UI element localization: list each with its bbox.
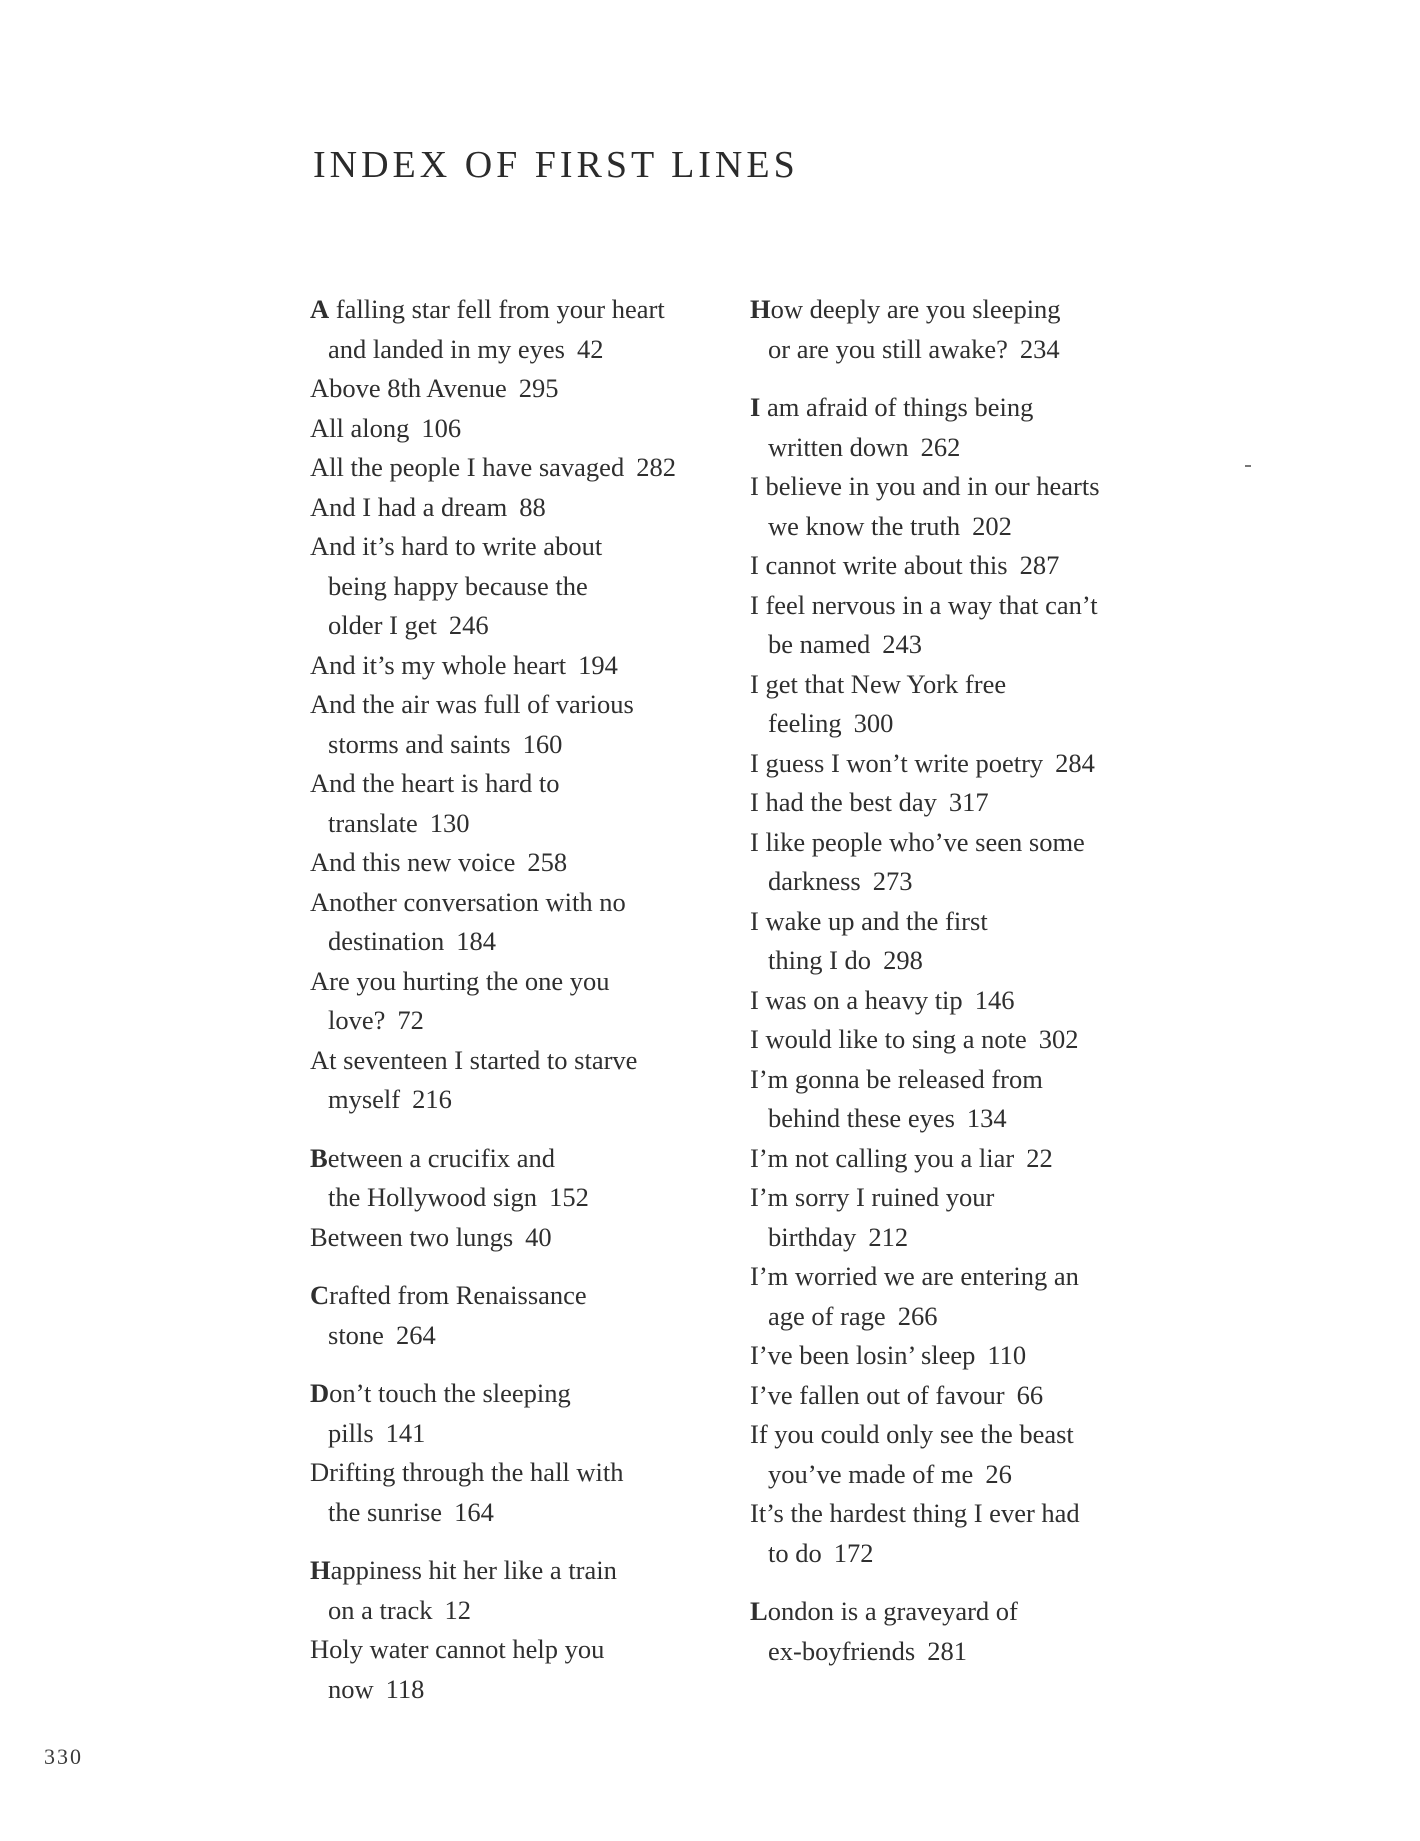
entry-page-number: 22 [1026,1142,1053,1173]
entry-text: And it’s hard to write about [310,531,603,561]
entry-text: feeling [768,708,842,738]
first-line-text [310,1630,750,1670]
entry-text: I’ve been losin’ sleep [750,1340,976,1370]
entry-text: appiness hit her like a train [330,1555,617,1585]
index-column-right [750,290,1190,1690]
first-line-continuation [750,1632,1190,1672]
first-line-text [750,1376,1190,1416]
first-line-continuation [310,330,750,370]
first-line-text [750,665,1190,705]
entry-text: older I get [328,610,437,640]
first-line-text [310,527,750,567]
entry-text: on a track [328,1594,433,1625]
first-line-text [310,1139,750,1179]
index-entry [310,448,750,488]
first-line-text [750,1020,1190,1060]
index-entry [750,1257,1190,1336]
entry-text: love? [328,1005,386,1035]
first-line-text [750,744,1190,784]
entry-text: etween a crucifix and [327,1142,556,1173]
entry-text: now [328,1673,374,1704]
entry-text: And this new voice [310,847,516,877]
entry-text: ow deeply are you sleeping [770,294,1061,324]
first-line-text [310,1276,750,1316]
entry-text: I like people who’ve seen some [750,826,1085,857]
entry-page-number: 202 [972,510,1012,541]
section-initial: A [310,294,330,324]
entry-text: If you could only see the beast [750,1419,1074,1449]
index-letter-group [750,388,1190,1573]
index-entry [310,290,750,369]
index-entry [310,369,750,409]
index-entry [750,546,1190,586]
section-initial: D [310,1378,330,1408]
entry-text: And it’s my whole heart [310,649,567,680]
section-initial: L [750,1596,768,1626]
entry-text: pills [328,1417,374,1448]
index-entry [310,488,750,528]
entry-page-number: 172 [833,1537,874,1568]
first-line-continuation [310,1414,750,1454]
index-letter-group [750,1592,1190,1671]
entry-page-number: 281 [927,1635,967,1666]
index-entry [310,764,750,843]
first-line-continuation [310,1178,750,1218]
first-line-text [310,409,750,449]
entry-page-number: 118 [385,1673,425,1704]
index-entry [750,1494,1190,1573]
first-line-text [310,1551,750,1591]
first-line-continuation [750,625,1190,665]
entry-text: translate [328,807,418,838]
index-entry [310,1139,750,1218]
entry-text: All the people I have savaged [310,452,625,482]
page-number: 330 [44,1744,83,1769]
first-line-text [750,1592,1190,1632]
entry-page-number: 258 [527,847,568,877]
entry-page-number: 164 [454,1496,494,1527]
entry-text: And the heart is hard to [310,768,560,798]
first-line-continuation [310,1591,750,1631]
first-line-continuation [310,922,750,962]
entry-text: darkness [768,866,861,896]
index-entry [750,823,1190,902]
section-initial: C [310,1280,330,1310]
first-line-continuation [750,704,1190,744]
index-entry [750,981,1190,1021]
index-entry [750,783,1190,823]
entry-page-number: 194 [578,649,618,680]
first-line-text [750,1139,1190,1179]
section-initial: I [750,392,761,422]
first-line-continuation [310,1080,750,1120]
first-line-text [750,467,1190,507]
entry-text: birthday [768,1221,857,1252]
first-line-continuation [310,1493,750,1533]
index-entry [750,1020,1190,1060]
index-letter-group [310,290,750,1120]
entry-page-number: 317 [948,787,989,817]
first-line-text [750,981,1190,1021]
first-line-continuation [310,1316,750,1356]
index-entry [750,467,1190,546]
index-entry [750,1336,1190,1376]
entry-text: And the air was full of various [310,689,634,719]
entry-page-number: 40 [525,1221,552,1252]
first-line-text [750,586,1190,626]
entry-text: At seventeen I started to starve [310,1044,638,1075]
index-letter-group [310,1276,750,1355]
first-line-continuation [310,725,750,765]
entry-text: I feel nervous in a way that can’t [750,589,1098,620]
entry-text: age of rage [768,1300,886,1331]
index-entry [750,1178,1190,1257]
first-line-text [310,883,750,923]
first-line-continuation [750,507,1190,547]
entry-text: ondon is a graveyard of [767,1596,1018,1626]
index-letter-group [310,1374,750,1532]
index-entry [750,1139,1190,1179]
entry-page-number: 106 [421,412,462,443]
index-entry [310,685,750,764]
index-letter-group [310,1139,750,1258]
first-line-text [310,962,750,1002]
first-line-text [750,783,1190,823]
entry-text: on’t touch the sleeping [329,1378,571,1408]
index-entry [310,1218,750,1258]
entry-text: I would like to sing a note [750,1024,1027,1054]
entry-text: It’s the hardest thing I ever had [750,1498,1080,1528]
index-entry [310,1630,750,1709]
entry-page-number: 300 [853,708,894,738]
index-entry [750,744,1190,784]
entry-text: I guess I won’t write poetry [750,747,1044,778]
entry-text: be named [768,629,871,659]
entry-page-number: 88 [519,491,546,522]
index-entry [310,843,750,883]
entry-text: I’ve fallen out of favour [750,1379,1005,1410]
first-line-text [750,290,1190,330]
first-line-continuation [750,1218,1190,1258]
entry-text: Drifting through the hall with [310,1457,624,1487]
first-line-continuation [750,1099,1190,1139]
entry-text: am afraid of things being [760,392,1034,422]
first-line-text [310,685,750,725]
entry-text: destination [328,926,445,956]
entry-page-number: 264 [395,1319,436,1350]
first-line-continuation [750,330,1190,370]
entry-text: and landed in my eyes [328,333,565,364]
first-line-continuation [310,804,750,844]
entry-text: I’m gonna be released from [750,1063,1043,1094]
entry-text: to do [768,1537,822,1568]
entry-text: storms and saints [328,728,511,759]
entry-text: being happy because the [328,570,588,601]
first-line-text [750,1494,1190,1534]
entry-text: rafted from Renaissance [329,1280,587,1310]
first-line-text [310,290,750,330]
index-letter-group [750,290,1190,369]
entry-text: I had the best day [750,787,937,817]
entry-text: thing I do [768,945,872,975]
index-entry [310,1374,750,1453]
entry-page-number: 234 [1019,333,1060,364]
section-initial: H [750,294,771,324]
entry-page-number: 130 [429,807,470,838]
entry-page-number: 302 [1038,1024,1079,1054]
first-line-continuation [310,1001,750,1041]
first-line-text [750,1415,1190,1455]
index-entry [310,1453,750,1532]
entry-page-number: 282 [636,452,676,482]
index-entry [310,883,750,962]
entry-text: you’ve made of me [768,1458,974,1489]
entry-text: Holy water cannot help you [310,1634,605,1664]
entry-text: And I had a dream [310,491,508,522]
first-line-text [750,388,1190,428]
entry-text: ex-boyfriends [768,1635,916,1666]
first-line-text [750,546,1190,586]
entry-page-number: 134 [966,1103,1007,1133]
stray-mark [1245,465,1251,467]
entry-text: Between two lungs [310,1221,514,1252]
index-entry [310,962,750,1041]
entry-page-number: 12 [444,1594,471,1625]
entry-page-number: 287 [1019,550,1060,580]
entry-text: written down [768,431,909,462]
entry-text: All along [310,412,410,443]
first-line-text [310,1041,750,1081]
index-entry [750,665,1190,744]
index-entry [750,1592,1190,1671]
entry-page-number: 262 [920,431,961,462]
first-line-text [310,1453,750,1493]
entry-page-number: 273 [872,866,913,896]
entry-text: falling star fell from your heart [329,294,665,324]
entry-text: I wake up and the first [750,905,988,936]
index-entry [310,409,750,449]
entry-text: we know the truth [768,510,961,541]
entry-page-number: 141 [385,1417,426,1448]
entry-page-number: 72 [397,1005,424,1035]
index-column-left [310,290,750,1728]
entry-text: the sunrise [328,1496,443,1527]
entry-page-number: 184 [456,926,497,956]
page-title: INDEX OF FIRST LINES [313,144,799,186]
first-line-continuation [750,941,1190,981]
first-line-text [310,843,750,883]
entry-page-number: 66 [1016,1379,1044,1410]
first-line-continuation [310,567,750,607]
first-line-text [750,1257,1190,1297]
index-entry [750,1376,1190,1416]
entry-page-number: 295 [518,373,559,403]
section-initial: B [310,1142,328,1173]
first-line-continuation [750,862,1190,902]
index-entry [750,1415,1190,1494]
first-line-text [750,1336,1190,1376]
first-line-text [310,448,750,488]
index-entry [310,527,750,646]
entry-page-number: 152 [549,1182,589,1212]
first-line-continuation [750,1534,1190,1574]
first-line-continuation [750,428,1190,468]
index-entry [750,586,1190,665]
index-entry [310,646,750,686]
first-line-text [750,1178,1190,1218]
entry-text: Another conversation with no [310,886,626,917]
first-line-text [750,823,1190,863]
entry-page-number: 266 [897,1300,938,1331]
entry-page-number: 160 [522,728,563,759]
first-line-text [310,646,750,686]
entry-text: I’m sorry I ruined your [750,1182,995,1212]
first-line-text [310,1218,750,1258]
index-entry [310,1551,750,1630]
entry-text: or are you still awake? [768,333,1008,364]
index-entry [750,902,1190,981]
entry-text: I get that New York free [750,668,1007,699]
entry-text: I’m worried we are entering an [750,1261,1079,1291]
entry-text: the Hollywood sign [328,1182,538,1212]
entry-page-number: 216 [412,1084,452,1114]
first-line-text [750,902,1190,942]
first-line-continuation [750,1455,1190,1495]
entry-text: I’m not calling you a liar [750,1142,1015,1173]
entry-page-number: 298 [883,945,923,975]
index-entry [750,290,1190,369]
section-initial: H [310,1555,331,1585]
entry-page-number: 212 [868,1221,909,1252]
first-line-text [310,764,750,804]
entry-text: stone [328,1319,384,1350]
first-line-continuation [310,606,750,646]
first-line-text [750,1060,1190,1100]
entry-page-number: 42 [576,333,604,364]
index-entry [310,1276,750,1355]
index-entry [310,1041,750,1120]
entry-text: myself [328,1084,401,1114]
entry-text: I cannot write about this [750,550,1008,580]
first-line-continuation [750,1297,1190,1337]
first-line-text [310,488,750,528]
index-letter-group [310,1551,750,1709]
first-line-continuation [310,1670,750,1710]
index-entry [750,388,1190,467]
entry-page-number: 110 [987,1340,1027,1370]
entry-text: I was on a heavy tip [750,984,963,1015]
entry-page-number: 243 [882,629,923,659]
first-line-text [310,369,750,409]
entry-text: Above 8th Avenue [310,373,507,403]
first-line-text [310,1374,750,1414]
entry-text: Are you hurting the one you [310,965,610,996]
entry-text: I believe in you and in our hearts [750,471,1100,501]
entry-text: behind these eyes [768,1103,955,1133]
entry-page-number: 246 [448,610,489,640]
index-entry [750,1060,1190,1139]
entry-page-number: 146 [974,984,1015,1015]
entry-page-number: 26 [985,1458,1012,1489]
entry-page-number: 284 [1055,747,1095,778]
